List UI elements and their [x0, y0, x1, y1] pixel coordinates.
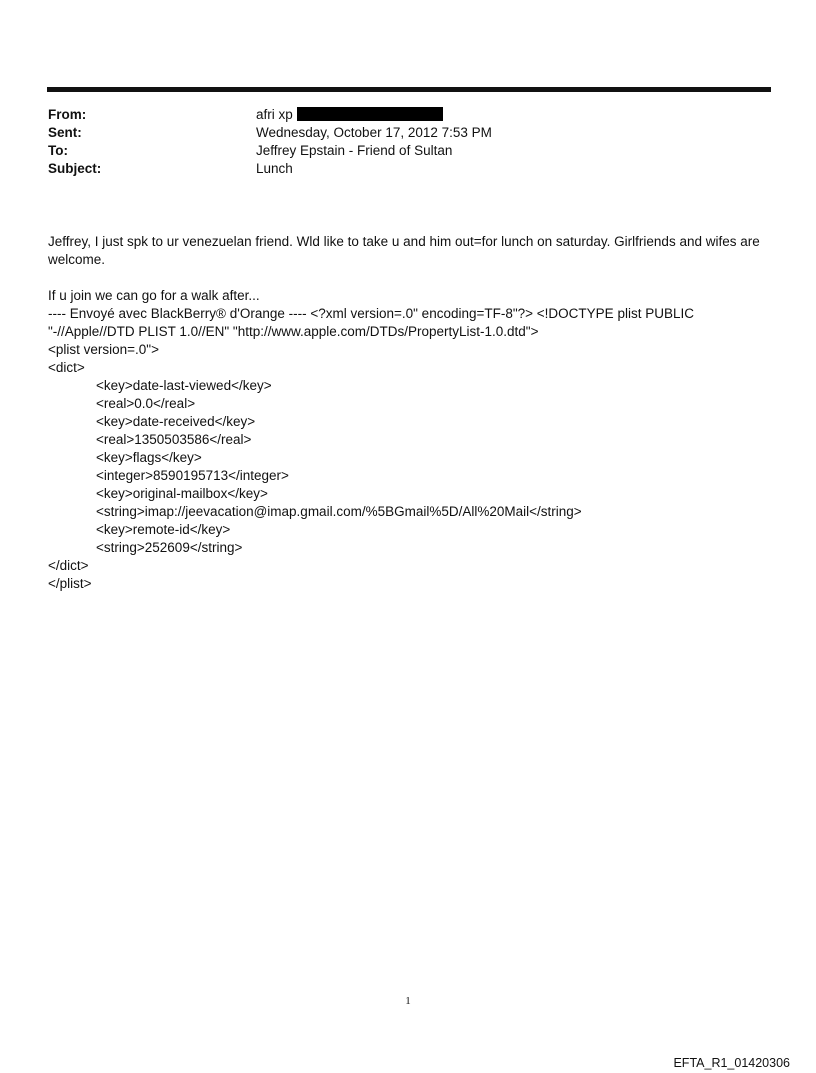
xml-line: <real>1350503586</real> — [96, 432, 252, 447]
document-id: EFTA_R1_01420306 — [673, 1056, 790, 1070]
header-rule — [47, 87, 771, 92]
body-paragraph-2: If u join we can go for a walk after... — [48, 288, 260, 303]
xml-line: <real>0.0</real> — [96, 396, 196, 411]
xml-line: <key>original-mailbox</key> — [96, 486, 268, 501]
subject-label: Subject: — [48, 161, 102, 176]
subject-value: Lunch — [256, 161, 293, 176]
sent-row — [48, 124, 492, 142]
body-paragraph-1: Jeffrey, I just spk to ur venezuelan friend. Wld like to take u and him out=for lunch on saturday. Girlfriends and wifes are welcome. — [48, 234, 760, 267]
xml-line: <string>252609</string> — [96, 540, 243, 555]
xml-line: <dict> — [48, 360, 85, 375]
paragraph-gap — [48, 269, 773, 287]
sent-label: Sent: — [48, 125, 82, 140]
email-body — [48, 233, 773, 593]
xml-line: <key>flags</key> — [96, 450, 202, 465]
page-number: 1 — [405, 995, 411, 1007]
xml-line: <string>imap://jeevacation@imap.gmail.com/%5BGmail%5D/All%20Mail</string> — [96, 504, 582, 519]
to-value: Jeffrey Epstain - Friend of Sultan — [256, 143, 453, 158]
redaction-box — [297, 107, 443, 121]
to-label: To: — [48, 143, 68, 158]
from-name: afri xp — [256, 107, 293, 122]
xml-line: </dict> — [48, 558, 89, 573]
xml-line: <key>date-received</key> — [96, 414, 256, 429]
xml-block — [48, 341, 773, 593]
xml-line: <integer>8590195713</integer> — [96, 468, 289, 483]
email-header — [48, 106, 492, 178]
xml-line: </plist> — [48, 576, 92, 591]
from-value — [256, 106, 443, 124]
xml-line: <key>date-last-viewed</key> — [96, 378, 272, 393]
sent-value: Wednesday, October 17, 2012 7:53 PM — [256, 125, 492, 140]
xml-line: <plist version=.0"> — [48, 342, 159, 357]
body-paragraph-3: ---- Envoyé avec BlackBerry® d'Orange ---- <?xml version=.0" encoding=TF-8"?> <!DOCTYPE plist PUBLIC "-//Apple//DTD PLIST 1.0//EN" "http://www.apple.com/DTDs/PropertyList-1.0.dtd"> — [48, 306, 694, 339]
from-row — [48, 106, 492, 124]
subject-row — [48, 160, 492, 178]
to-row — [48, 142, 492, 160]
xml-line: <key>remote-id</key> — [96, 522, 231, 537]
from-label: From: — [48, 107, 87, 122]
